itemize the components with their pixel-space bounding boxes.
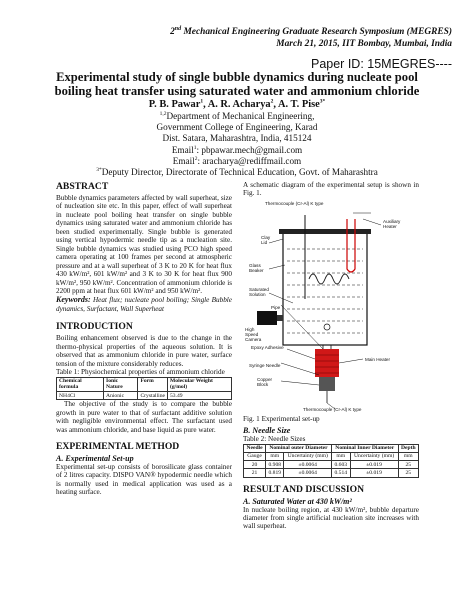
glass-beaker-label: Glass Beaker <box>249 262 264 274</box>
table2-caption: Table 2: Needle Sizes <box>243 435 306 444</box>
figure-intro: A schematic diagram of the experimental setup is shown in Fig. 1. <box>243 181 419 198</box>
epoxy-label: Epoxy Adhesive <box>251 344 284 350</box>
method-heading: EXPERIMENTAL METHOD <box>56 441 180 453</box>
results-heading: RESULT AND DISCUSSION <box>243 483 365 495</box>
saturated-solution-label: Saturated Solution <box>249 286 269 298</box>
author-list: P. B. Pawar$^1$, A. R. Acharya$^2$, A. T. Pise$^{3*}$ <box>148 98 326 110</box>
liquid-lines <box>287 249 363 333</box>
aux-heater-shape <box>347 219 355 272</box>
method-text: Experimental set-up consists of borosilicate glass container of 2 litres capacity. DISPO VAN® hypodermic needle which is normally used in medical application was used as a heating surface. <box>56 463 232 497</box>
abstract-text: Bubble dynamics parameters affected by wall superheat, size of nucleation site etc. In this paper, effect of wall superheat in nucleate pool boiling heat transfer on single bubble dynamics using saturated water and ammonium chloride has been studied experimentally. Single bubble is generated using vertical hypodermic needle tip as a nucleation site. Single bubble dynamics was studied using PCO high speed camera operating at 100 frames per second at atmospheric pressure and at a wall superheat of 3 K to 20 K for heat flux 430 kW/m², 601 kW/m² and 3 K to 30 K for heat flux 900 kW/m², 950 kW/m². Concentration of ammonium chloride is 2200 ppm at heat flux 601 kW/m² and 950 kW/m². <box>56 194 232 295</box>
method-subheading: A. Experimental Set-up <box>56 454 134 464</box>
clay-lid-label: Clay Lid <box>261 234 271 246</box>
bubble-shape <box>324 324 330 330</box>
syringe-label: Syringe Needle <box>249 362 281 368</box>
aux-heater-label: Auxiliary Heater <box>383 218 401 230</box>
email-2[interactable]: : aracharya@rediffmail.com <box>197 155 302 166</box>
header-line-1: 2nd Mechanical Engineering Graduate Research Symposium (MEGRES) <box>170 25 452 37</box>
heater-coil-shape <box>309 274 349 284</box>
clay-lid-shape <box>279 229 371 234</box>
introduction-text: Boiling enhancement observed is due to the change in the thermo-physical properties of the aqueous solution. It is observed that as ammonium chloride in pure water, surface tension of the mixture considerably reduces. <box>56 334 232 368</box>
introduction-text-2: The objective of the study is to compare the bubble growth in pure water to that of surfactant additive solution with negligible environmental effect. The surfactant used was ammonium chloride, and base liquid as pure water. <box>56 400 232 434</box>
conference-header <box>0 26 452 50</box>
introduction-heading: INTRODUCTION <box>56 321 133 333</box>
experimental-setup-figure <box>243 199 419 415</box>
table-1: Chemical formula Ionic Nature Form Molecular Weight (g/mol) NH4Cl Anionic Crystalline 53.49 <box>56 377 232 401</box>
left-column <box>56 181 232 497</box>
main-heater-label: Main Heater <box>365 356 391 362</box>
keywords: Keywords: Heat flux; nucleate pool boiling; Single Bubble dynamics, Surfactant, Wall Superheat <box>56 295 232 313</box>
figure-caption: Fig. 1 Experimental set-up <box>243 414 320 423</box>
abstract-heading: ABSTRACT <box>56 181 109 192</box>
glass-beaker-shape <box>283 233 367 345</box>
right-column <box>243 181 419 531</box>
table-2: Needle Nominal outer Diameter Nominal Inner Diameter Depth Gauge mm Uncertainty (mm) mm Uncertainty (mm) mm 20 0.908 ±0.0064 0.603 ±0.019 25 21 0.819 ±0.0064 0.514 ±0.019 25 <box>243 444 419 478</box>
needle-subheading: B. Needle Size <box>243 426 291 436</box>
table-row: 21 0.819 ±0.0064 0.514 ±0.019 25 <box>244 469 419 477</box>
table-row: 20 0.908 ±0.0064 0.603 ±0.019 25 <box>244 461 419 469</box>
email-1[interactable]: : pbpawar.mech@gmail.com <box>196 144 303 155</box>
camera-label: High Speed Camera <box>245 326 262 343</box>
copper-block-shape <box>319 377 335 391</box>
results-text: In nucleate boiling region, at 430 kW/m², bubble departure diameter from single artificial nucleation site increases with wall superheat. <box>243 505 419 531</box>
header-line-2: March 21, 2015, IIT Bombay, Mumbai, India <box>276 39 452 49</box>
paper-title: Experimental study of single bubble dynamics during nucleate pool boiling heat transfer using saturated water and ammonium chloride <box>54 70 420 98</box>
pipe-label: Pipe <box>271 304 281 310</box>
thermocouple-bottom-label: Thermocouple (Cr-Al) K type <box>303 406 362 412</box>
table-row: NH4Cl Anionic Crystalline 53.49 <box>57 392 232 400</box>
thermocouple-top-label: Thermocouple (Cr-Al) K type <box>265 200 324 206</box>
camera-shape <box>257 311 277 325</box>
table1-caption: Table 1: Physiochemical properties of ammonium chloride <box>56 368 225 377</box>
copper-label: Copper Block <box>257 376 273 388</box>
results-subheading: A. Saturated Water at 430 kW/m² <box>243 496 352 506</box>
affiliation-block: $^{1,2}$Department of Mechanical Engineering, Government College of Engineering, Karad Dist. Satara, Maharashtra, India, 415124 Email$^1$: pbpawar.mech@gmail.com Email$^2$: aracharya@rediffmail.com $^{3*}$Deputy Director, Directorate of Technical Education, Govt. of Maharashtra <box>96 110 378 178</box>
paper-id: Paper ID: 15MEGRES---- <box>310 57 452 71</box>
